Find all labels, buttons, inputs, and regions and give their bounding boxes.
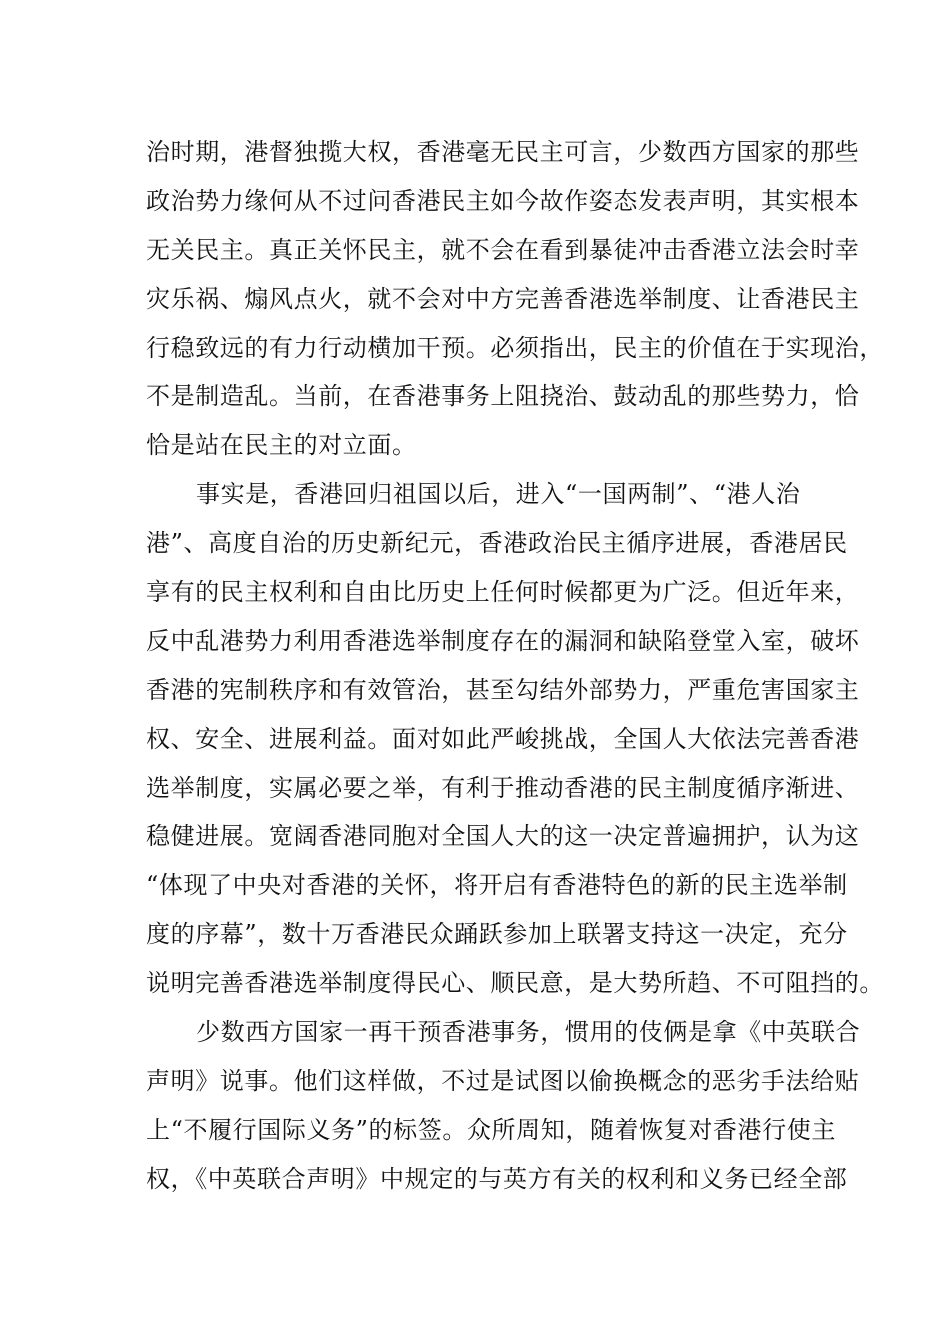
text-line: 恰是站在民主的对立面。 <box>146 431 417 460</box>
body-text <box>146 132 884 1208</box>
text-line: 享有的民主权利和自由比历史上任何时候都更为广泛。但近年来， <box>146 578 860 607</box>
text-line: 说明完善香港选举制度得民心、顺民意，是大势所趋、不可阻挡的。 <box>146 969 884 998</box>
text-line: 声明》说事。他们这样做，不过是试图以偷换概念的恶劣手法给贴 <box>146 1066 860 1095</box>
paragraph-first-line: 事实是，香港回归祖国以后，进入“一国两制”、“港人治 <box>196 480 801 509</box>
text-line: 无关民主。真正关怀民主，就不会在看到暴徒冲击香港立法会时幸 <box>146 235 860 264</box>
text-line: 稳健进展。宽阔香港同胞对全国人大的这一决定普遍拥护，认为这 <box>146 822 860 851</box>
text-line: 政治势力缘何从不过问香港民主如今故作姿态发表声明，其实根本 <box>146 186 860 215</box>
text-line: 不是制造乱。当前，在香港事务上阻挠治、鼓动乱的那些势力，恰 <box>146 382 860 411</box>
text-line: 行稳致远的有力行动横加干预。必须指出，民主的价值在于实现治， <box>146 333 884 362</box>
text-line: 度的序幕”，数十万香港民众踊跃参加上联署支持这一决定，充分 <box>146 920 848 949</box>
paragraph-first-line: 少数西方国家一再干预香港事务，惯用的伎俩是拿《中英联合 <box>196 1018 861 1047</box>
text-line: 权、安全、进展利益。面对如此严峻挑战，全国人大依法完善香港 <box>146 724 860 753</box>
text-line: 选举制度，实属必要之举，有利于推动香港的民主制度循序渐进、 <box>146 773 860 802</box>
text-line: 权，《中英联合声明》中规定的与英方有关的权利和义务已经全部 <box>146 1164 848 1193</box>
text-line: 治时期，港督独揽大权，香港毫无民主可言，少数西方国家的那些 <box>146 138 860 166</box>
text-line: 上“不履行国际义务”的标签。众所周知，随着恢复对香港行使主 <box>146 1115 836 1144</box>
text-line: “体现了中央对香港的关怀，将开启有香港特色的新的民主选举制 <box>146 871 848 900</box>
text-line: 反中乱港势力利用香港选举制度存在的漏洞和缺陷登堂入室，破坏 <box>146 626 860 655</box>
text-line: 灾乐祸、煽风点火，就不会对中方完善香港选举制度、让香港民主 <box>146 284 860 313</box>
text-line: 香港的宪制秩序和有效管治，甚至勾结外部势力，严重危害国家主 <box>146 675 860 704</box>
text-line: 港”、高度自治的历史新纪元，香港政治民主循序进展，香港居民 <box>146 529 848 558</box>
